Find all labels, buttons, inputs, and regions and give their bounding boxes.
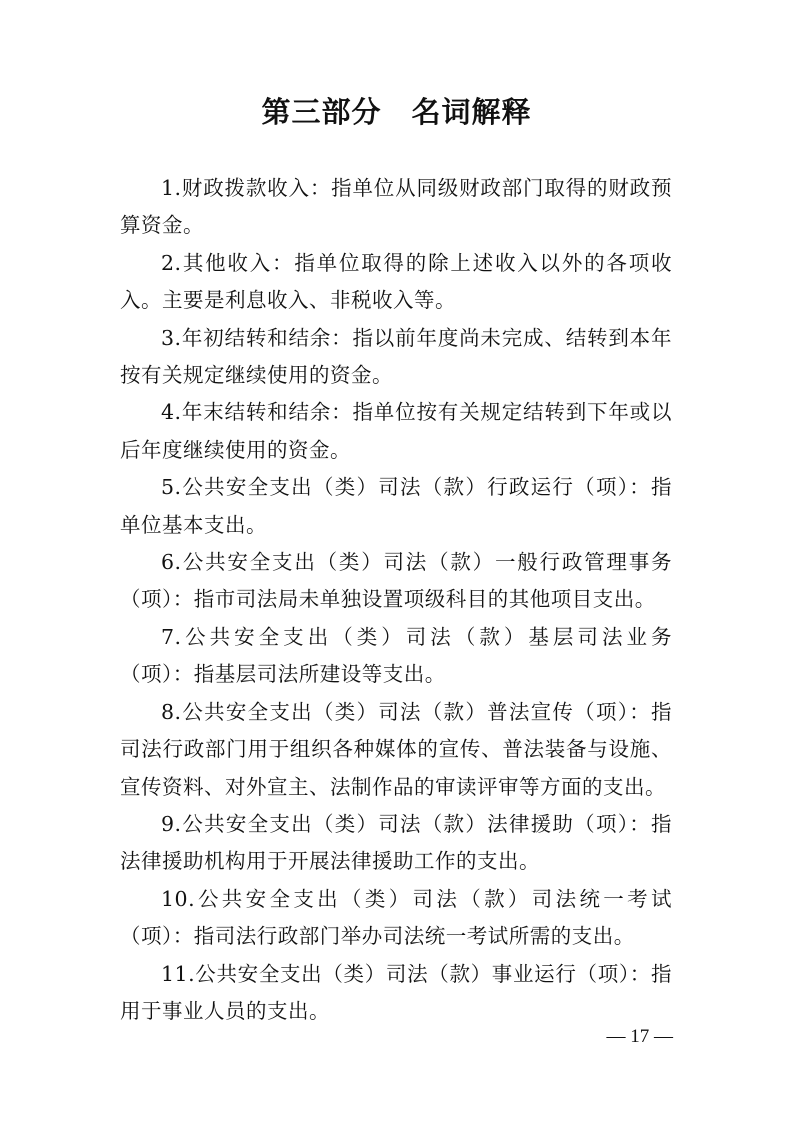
definition-item-3: 3.年初结转和结余：指以前年度尚未完成、结转到本年按有关规定继续使用的资金。 — [120, 325, 672, 388]
definition-item-8: 8.公共安全支出（类）司法（款）普法宣传（项）：指司法行政部门用于组织各种媒体的宣传、普法装备与设施、宣传资料、对外宣主、法制作品的审读评审等方面的支出。 — [120, 699, 672, 799]
definition-item-9: 9.公共安全支出（类）司法（款）法律援助（项）：指法律援助机构用于开展法律援助工作的支出。 — [120, 811, 672, 874]
definition-item-10: 10.公共安全支出（类）司法（款）司法统一考试（项）：指司法行政部门举办司法统一考试所需的支出。 — [120, 886, 672, 949]
definition-item-2: 2.其他收入：指单位取得的除上述收入以外的各项收入。主要是利息收入、非税收入等。 — [120, 250, 672, 313]
page-number: — 17 — — [606, 1026, 673, 1047]
definition-item-4: 4.年末结转和结余：指单位按有关规定结转到下年或以后年度继续使用的资金。 — [120, 400, 672, 462]
definition-item-5: 5.公共安全支出（类）司法（款）行政运行（项）：指单位基本支出。 — [120, 475, 672, 537]
definitions-list — [120, 170, 672, 1030]
definition-item-1: 1.财政拨款收入：指单位从同级财政部门取得的财政预算资金。 — [120, 176, 672, 238]
definition-item-6: 6.公共安全支出（类）司法（款）一般行政管理事务（项）：指市司法局未单独设置项级科目的其他项目支出。 — [120, 550, 672, 612]
definition-item-11: 11.公共安全支出（类）司法（款）事业运行（项）：指用于事业人员的支出。 — [120, 961, 672, 1023]
definition-item-7: 7.公共安全支出（类）司法（款）基层司法业务（项）：指基层司法所建设等支出。 — [120, 624, 672, 687]
page-title: 第三部分 名词解释 — [261, 95, 532, 129]
